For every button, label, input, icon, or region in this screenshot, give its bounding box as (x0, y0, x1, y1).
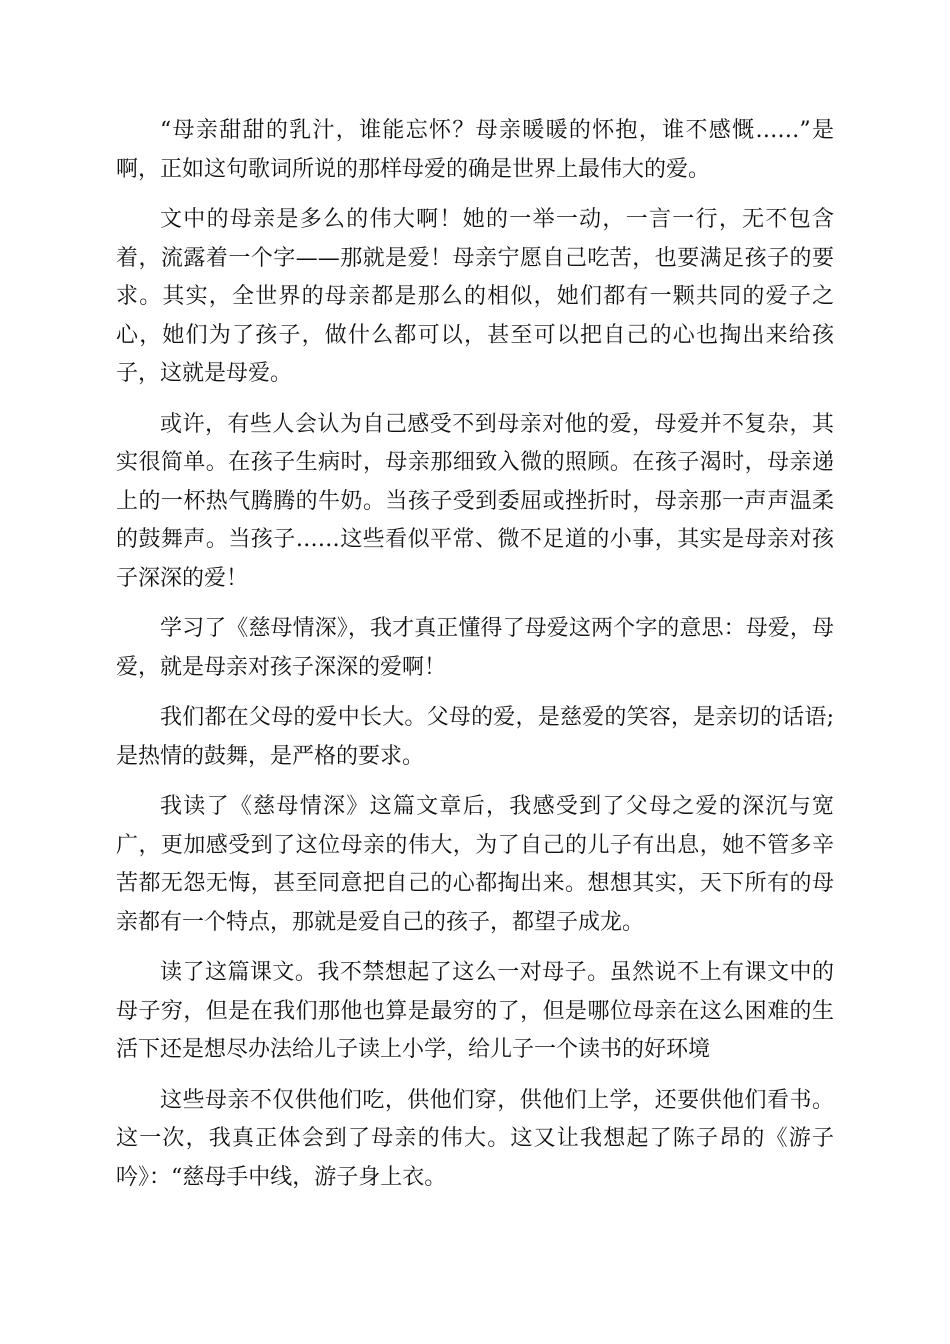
paragraph-5: 我们都在父母的爱中长大。父母的爱，是慈爱的笑容，是亲切的话语;是热情的鼓舞，是严格的要求。 (116, 705, 834, 769)
paragraph-3: 或许，有些人会认为自己感受不到母亲对他的爱，母爱并不复杂，其实很简单。在孩子生病时，母亲那细致入微的照顾。在孩子渴时，母亲递上的一杯热气腾腾的牛奶。当孩子受到委屈或挫折时，母亲那一声声温柔的鼓舞声。当孩子……这些看似平常、微不足道的小事，其实是母亲对孩子深深的爱！ (116, 411, 834, 591)
paragraph-7: 读了这篇课文。我不禁想起了这么一对母子。虽然说不上有课文中的母子穷，但是在我们那他也算是最穷的了，但是哪位母亲在这么困难的生活下还是想尽办法给儿子读上小学，给儿子一个读书的好环境 (116, 960, 834, 1062)
paragraph-1: “母亲甜甜的乳汁，谁能忘怀？母亲暖暖的怀抱，谁不感慨……”是啊，正如这句歌词所说的那样母爱的确是世界上最伟大的爱。 (116, 118, 834, 182)
paragraph-2: 文中的母亲是多么的伟大啊！她的一举一动，一言一行，无不包含着，流露着一个字——那就是爱！母亲宁愿自己吃苦，也要满足孩子的要求。其实，全世界的母亲都是那么的相似，她们都有一颗共同的爱子之心，她们为了孩子，做什么都可以，甚至可以把自己的心也掏出来给孩子，这就是母爱。 (116, 207, 834, 386)
document-body (116, 112, 834, 1209)
paragraph-8: 这些母亲不仅供他们吃，供他们穿，供他们上学，还要供他们看书。这一次，我真正体会到了母亲的伟大。这又让我想起了陈子昂的《游子吟》：“慈母手中线，游子身上衣。 (116, 1087, 834, 1190)
paragraph-4: 学习了《慈母情深》，我才真正懂得了母爱这两个字的意思：母爱，母爱，就是母亲对孩子深深的爱啊！ (116, 616, 834, 680)
paragraph-6: 我读了《慈母情深》这篇文章后，我感受到了父母之爱的深沉与宽广，更加感受到了这位母亲的伟大，为了自己的儿子有出息，她不管多辛苦都无怨无悔，甚至同意把自己的心都掏出来。想想其实，天下所有的母亲都有一个特点，那就是爱自己的孩子，都望子成龙。 (116, 794, 834, 935)
